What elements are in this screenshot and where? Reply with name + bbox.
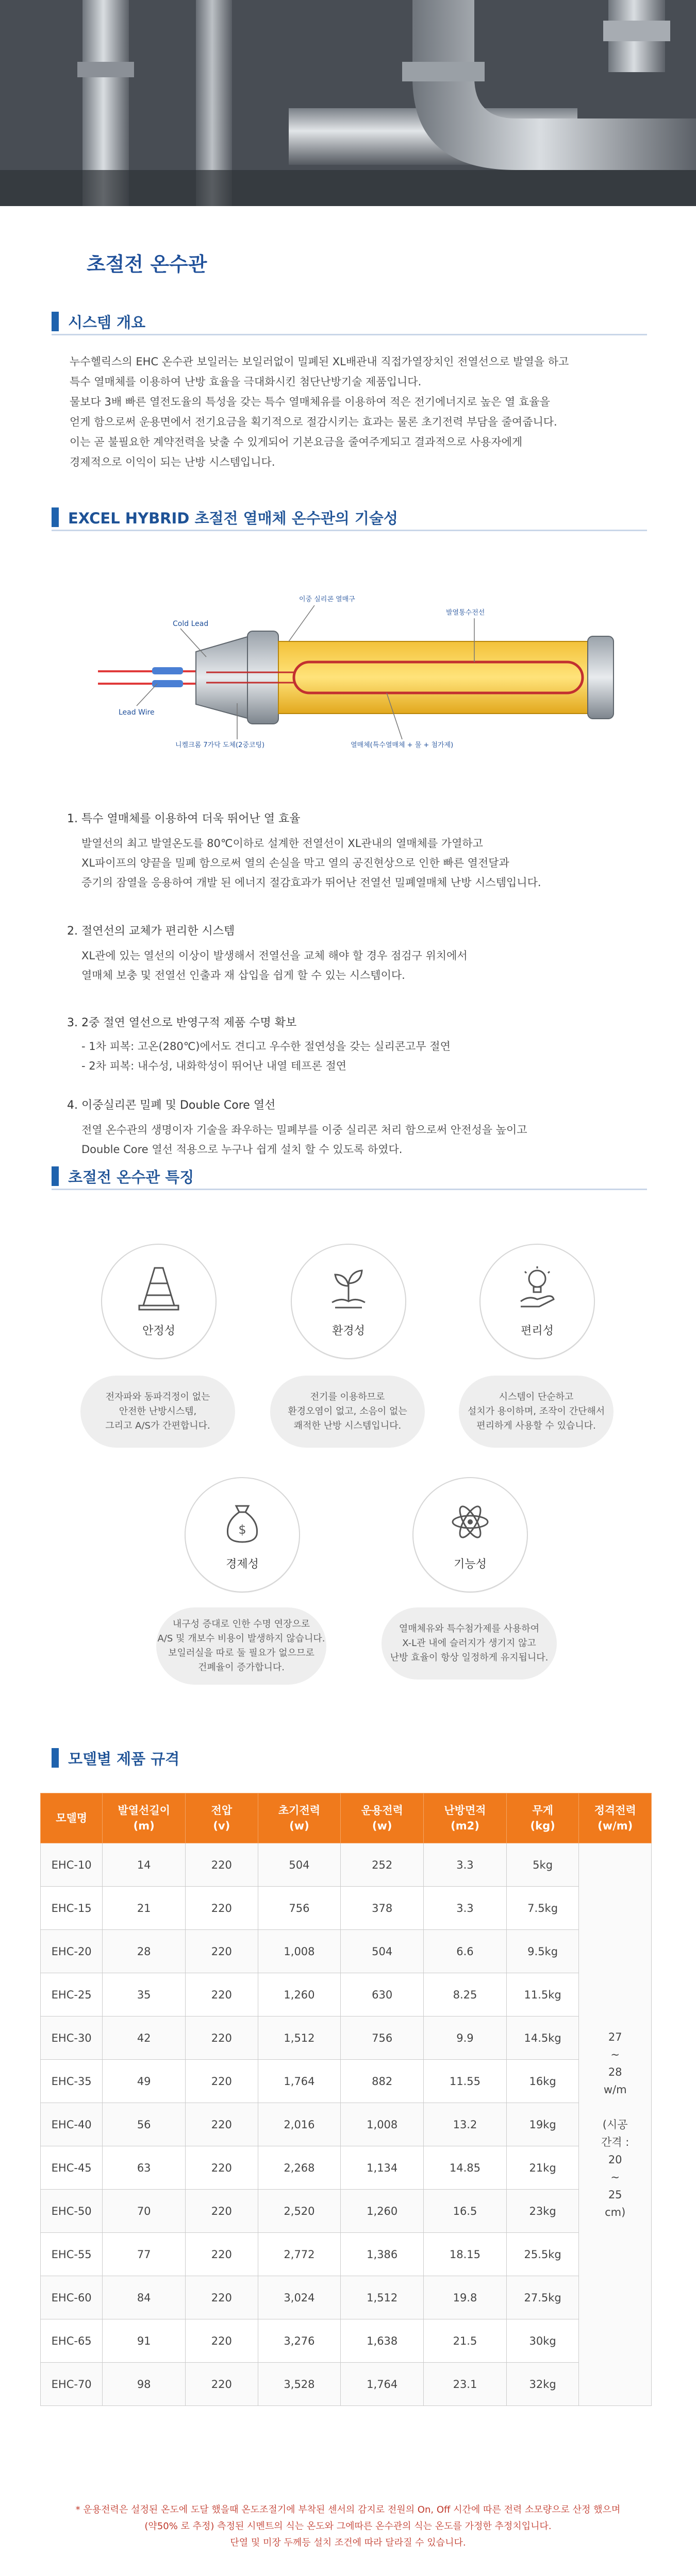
heading-marker [52, 312, 59, 331]
table-cell: 1,512 [258, 2016, 341, 2060]
overview-line: 특수 열매체를 이용하여 난방 효율을 극대화시킨 첨단난방기술 제품입니다. [70, 376, 422, 388]
heating-cable-diagram [52, 569, 647, 775]
table-row [41, 1930, 652, 1973]
table-cell: 2,772 [258, 2233, 341, 2276]
table-cell: 98 [103, 2363, 186, 2406]
table-cell: 504 [341, 1930, 424, 1973]
table-cell: EHC-35 [41, 2060, 103, 2103]
table-row [41, 1843, 652, 1887]
table-cell: 21kg [506, 2146, 579, 2190]
table-body [41, 1843, 652, 2406]
table-cell: 11.55 [424, 2060, 507, 2103]
tech-item-line: XL관에 있는 열선의 이상이 발생해서 전열선을 교체 해야 할 경우 점검구 위치에서 [81, 950, 468, 962]
column-header: 초기전력 (w) [258, 1793, 341, 1843]
section-tech-heading [52, 507, 398, 527]
column-header: 난방면적 (m2) [424, 1793, 507, 1843]
column-header: 무게 (kg) [506, 1793, 579, 1843]
tech-item-title: 2. 절연선의 교체가 편리한 시스템 [67, 925, 235, 938]
feature-label: 안정성 [142, 1325, 175, 1337]
overview-text [70, 352, 642, 472]
table-cell: 19.8 [424, 2276, 507, 2319]
label-lead-wire: Lead Wire [119, 708, 155, 717]
table-cell: 13.2 [424, 2103, 507, 2146]
table-cell: 220 [186, 2060, 258, 2103]
table-cell: 2,016 [258, 2103, 341, 2146]
table-cell: 91 [103, 2319, 186, 2363]
table-cell: EHC-30 [41, 2016, 103, 2060]
table-row [41, 2190, 652, 2233]
table-cell: 220 [186, 2103, 258, 2146]
table-cell: 9.9 [424, 2016, 507, 2060]
heading-marker [52, 507, 59, 527]
table-cell: 1,008 [341, 2103, 424, 2146]
table-cell: 21 [103, 1887, 186, 1930]
feature-label: 환경성 [332, 1325, 365, 1337]
table-cell: 30kg [506, 2319, 579, 2363]
tech-item-line: 발열선의 최고 발열온도를 80℃이하로 설계한 전열선이 XL관내의 열매체를 가열하고 [81, 837, 483, 850]
label-cold-lead: Cold Lead [173, 620, 209, 628]
table-cell: 1,386 [341, 2233, 424, 2276]
table-cell: 1,008 [258, 1930, 341, 1973]
table-cell: 28 [103, 1930, 186, 1973]
feature-economy [185, 1477, 300, 1592]
feature-function [412, 1477, 528, 1592]
tech-item-line: 전열 온수관의 생명이자 기술을 좌우하는 밀폐부를 이중 실리콘 처리 함으로써 안전성을 높이고 [81, 1124, 527, 1136]
table-cell: 14.5kg [506, 2016, 579, 2060]
feature-label: 경제성 [226, 1558, 259, 1571]
table-cell: 23kg [506, 2190, 579, 2233]
money-bag-icon [222, 1499, 263, 1545]
table-cell: EHC-10 [41, 1843, 103, 1887]
table-cell: 1,764 [258, 2060, 341, 2103]
table-cell: 7.5kg [506, 1887, 579, 1930]
table-row [41, 2103, 652, 2146]
heading-marker [52, 1748, 59, 1768]
table-cell: EHC-45 [41, 2146, 103, 2190]
overview-line: 이는 곧 불필요한 계약전력을 낮출 수 있게되어 기본요금을 줄여주게되고 결과적으로 사용자에게 [70, 436, 523, 448]
table-row [41, 2146, 652, 2190]
table-cell: EHC-55 [41, 2233, 103, 2276]
tech-item-body [81, 834, 638, 892]
table-cell: 1,134 [341, 2146, 424, 2190]
table-cell: 3.3 [424, 1843, 507, 1887]
table-cell: 63 [103, 2146, 186, 2190]
overview-line: 얻게 함으로써 운용면에서 전기요금을 획기적으로 절감시키는 효과는 물론 초기전력 부담을 줄여줍니다. [70, 416, 557, 428]
tech-item-line: - 1차 피복: 고온(280℃)에서도 견디고 우수한 절연성을 갖는 실리콘고무 절연 [81, 1040, 451, 1053]
cable-cross-section-illustration [52, 569, 647, 775]
label-nickel-wire: 니켈크롬 7가닥 도체(2중코팅) [175, 741, 265, 749]
section-title: 초절전 온수관 특징 [68, 1168, 194, 1186]
atom-icon [450, 1499, 491, 1545]
feature-convenience [479, 1244, 595, 1359]
section-specs-heading [52, 1748, 179, 1768]
feature-eco [291, 1244, 406, 1359]
hero-banner [0, 0, 696, 206]
table-cell: 25.5kg [506, 2233, 579, 2276]
rated-power-cell: 27 ~ 28 w/m (시공 간격 : 20 ~ 25 cm) [579, 1843, 652, 2406]
table-cell: 220 [186, 2276, 258, 2319]
table-cell: EHC-25 [41, 1973, 103, 2016]
column-header: 정격전력 (w/m) [579, 1793, 652, 1843]
table-row [41, 2276, 652, 2319]
section-divider [52, 1189, 647, 1190]
feature-description: 시스템이 단순하고 설치가 용이하며, 조작이 간단해서 편리하게 사용할 수 있습니다. [459, 1376, 614, 1448]
table-cell: 1,260 [258, 1973, 341, 2016]
table-cell: EHC-20 [41, 1930, 103, 1973]
section-title: 모델별 제품 규격 [68, 1750, 180, 1768]
tech-item-line: XL파이프의 양끝을 밀폐 함으로써 열의 손실을 막고 열의 공진현상으로 인한 빠른 열전달과 [81, 857, 509, 869]
table-cell: 56 [103, 2103, 186, 2146]
table-cell: EHC-65 [41, 2319, 103, 2363]
table-cell: 378 [341, 1887, 424, 1930]
table-cell: 8.25 [424, 1973, 507, 2016]
table-cell: 2,268 [258, 2146, 341, 2190]
table-cell: 220 [186, 2146, 258, 2190]
table-cell: EHC-40 [41, 2103, 103, 2146]
feature-label: 편리성 [521, 1325, 554, 1337]
table-cell: 6.6 [424, 1930, 507, 1973]
tech-item-line: 증기의 잠열을 응용하여 개발 된 에너지 절감효과가 뛰어난 전열선 밀폐열매체 난방 시스템입니다. [81, 876, 541, 889]
svg-text:$: $ [238, 1522, 246, 1537]
table-row [41, 1887, 652, 1930]
section-divider [52, 530, 647, 531]
table-cell: 49 [103, 2060, 186, 2103]
table-cell: 882 [341, 2060, 424, 2103]
table-cell: 32kg [506, 2363, 579, 2406]
table-cell: 23.1 [424, 2363, 507, 2406]
table-cell: 42 [103, 2016, 186, 2060]
table-cell: EHC-70 [41, 2363, 103, 2406]
section-title: EXCEL HYBRID 초절전 열매체 온수관의 기술성 [68, 509, 398, 527]
table-cell: 9.5kg [506, 1930, 579, 1973]
table-cell: 3,528 [258, 2363, 341, 2406]
column-header: 전압 (v) [186, 1793, 258, 1843]
feature-description: 전기를 이용하므로 환경오염이 없고, 소음이 없는 쾌적한 난방 시스템입니다. [270, 1376, 425, 1448]
table-cell: 220 [186, 1930, 258, 1973]
table-cell: EHC-60 [41, 2276, 103, 2319]
tech-item-body [81, 1037, 638, 1076]
table-header-row [41, 1793, 652, 1843]
pipe-photo [0, 0, 696, 206]
table-cell: 5kg [506, 1843, 579, 1887]
page-title: 초절전 온수관 [87, 253, 207, 276]
table-cell: 1,764 [341, 2363, 424, 2406]
overview-line: 물보다 3배 빠른 열전도율의 특성을 갖는 특수 열매체유를 이용하여 적은 전기에너지로 높은 열 효율을 [70, 396, 550, 408]
column-header: 모델명 [41, 1793, 103, 1843]
table-cell: 220 [186, 1973, 258, 2016]
table-cell: 14 [103, 1843, 186, 1887]
table-cell: 11.5kg [506, 1973, 579, 2016]
table-cell: 220 [186, 2016, 258, 2060]
table-cell: 1,260 [341, 2190, 424, 2233]
tech-item-title: 3. 2중 절연 열선으로 반영구적 제품 수명 확보 [67, 1016, 297, 1029]
table-cell: 84 [103, 2276, 186, 2319]
table-cell: 220 [186, 1843, 258, 1887]
table-cell: 16kg [506, 2060, 579, 2103]
table-cell: 252 [341, 1843, 424, 1887]
feature-description: 전자파와 동파걱정이 없는 안전한 난방시스템, 그리고 A/S가 간편합니다. [80, 1376, 235, 1448]
overview-line: 누수헬릭스의 EHC 온수관 보일러는 보일러없이 밀폐된 XL배관내 직접가열장치인 전열선으로 발열을 하고 [70, 355, 569, 368]
table-cell: EHC-15 [41, 1887, 103, 1930]
label-silicone-tube: 이중 실리콘 열매구 [299, 596, 355, 603]
spec-table [40, 1793, 652, 2406]
table-cell: 220 [186, 1887, 258, 1930]
feature-safety [101, 1244, 217, 1359]
feature-label: 기능성 [454, 1558, 487, 1571]
table-cell: 1,512 [341, 2276, 424, 2319]
table-cell: 3.3 [424, 1887, 507, 1930]
table-cell: 220 [186, 2319, 258, 2363]
section-overview-heading [52, 312, 145, 331]
table-cell: 220 [186, 2363, 258, 2406]
table-cell: 21.5 [424, 2319, 507, 2363]
overview-line: 경제적으로 이익이 되는 난방 시스템입니다. [70, 456, 275, 468]
table-row [41, 2060, 652, 2103]
feature-description: 내구성 증대로 인한 수명 연장으로 A/S 및 개보수 비용이 발생하지 않습니다. 보일러실을 따로 둘 필요가 없으므로 건폐율이 증가합니다. [156, 1607, 326, 1685]
table-row [41, 2363, 652, 2406]
column-header: 운용전력 (w) [341, 1793, 424, 1843]
lightbulb-hand-icon [517, 1265, 558, 1312]
table-cell: 70 [103, 2190, 186, 2233]
tech-item-line: 열매체 보충 및 전열선 인출과 재 삽입을 쉽게 할 수 있는 시스템이다. [81, 969, 405, 981]
table-cell: 18.15 [424, 2233, 507, 2276]
plant-icon [328, 1265, 369, 1312]
table-row [41, 2233, 652, 2276]
table-cell: 35 [103, 1973, 186, 2016]
tech-item-title: 1. 특수 열매체를 이용하여 더욱 뛰어난 열 효율 [67, 812, 301, 825]
footnote: * 운용전력은 설정된 온도에 도달 했을때 온도조절기에 부착된 센서의 감지로 전원의 On, Off 시간에 따른 전력 소모량으로 산정 했으며 (약50% 로 추정) 측정된 시멘트의 식는 온도와 그에따른 온수관의 식는 온도를 가정한 추정치입니다. 단열 및 미장 두께등 설치 조건에 따라 달라질 수 있습니다. [75, 2504, 621, 2548]
table-cell: 220 [186, 2233, 258, 2276]
safety-cone-icon [138, 1265, 179, 1312]
table-row [41, 2319, 652, 2363]
feature-description: 열매체유와 특수첨가제를 사용하여 X-L관 내에 슬러지가 생기지 않고 난방 효율이 항상 일정하게 유지됩니다. [382, 1607, 557, 1680]
table-cell: 504 [258, 1843, 341, 1887]
tech-item-line: Double Core 열선 적용으로 누구나 쉽게 설치 할 수 있도록 하였다. [81, 1143, 403, 1156]
tech-item-line: - 2차 피복: 내수성, 내화학성이 뛰어난 내열 테프론 절연 [81, 1060, 347, 1072]
table-cell: 27.5kg [506, 2276, 579, 2319]
table-cell: 19kg [506, 2103, 579, 2146]
tech-item-title: 4. 이중실리콘 밀폐 및 Double Core 열선 [67, 1099, 276, 1112]
table-cell: 220 [186, 2190, 258, 2233]
section-title: 시스템 개요 [68, 313, 146, 331]
tech-item-body [81, 1120, 638, 1159]
tech-item-body [81, 946, 638, 985]
table-cell: 77 [103, 2233, 186, 2276]
table-cell: 14.85 [424, 2146, 507, 2190]
table-row [41, 1973, 652, 2016]
table-row [41, 2016, 652, 2060]
heading-marker [52, 1166, 59, 1186]
table-cell: 16.5 [424, 2190, 507, 2233]
table-cell: 3,276 [258, 2319, 341, 2363]
table-cell: 1,638 [341, 2319, 424, 2363]
label-heating-element: 발열통수전선 [446, 609, 485, 617]
table-cell: 756 [341, 2016, 424, 2060]
table-cell: 3,024 [258, 2276, 341, 2319]
column-header: 발열선길이 (m) [103, 1793, 186, 1843]
table-cell: 756 [258, 1887, 341, 1930]
section-divider [52, 334, 647, 335]
table-cell: 630 [341, 1973, 424, 2016]
section-features-heading [52, 1166, 194, 1186]
label-medium: 열매체(특수열매체 + 물 + 첨가제) [351, 741, 454, 749]
table-cell: EHC-50 [41, 2190, 103, 2233]
table-cell: 2,520 [258, 2190, 341, 2233]
